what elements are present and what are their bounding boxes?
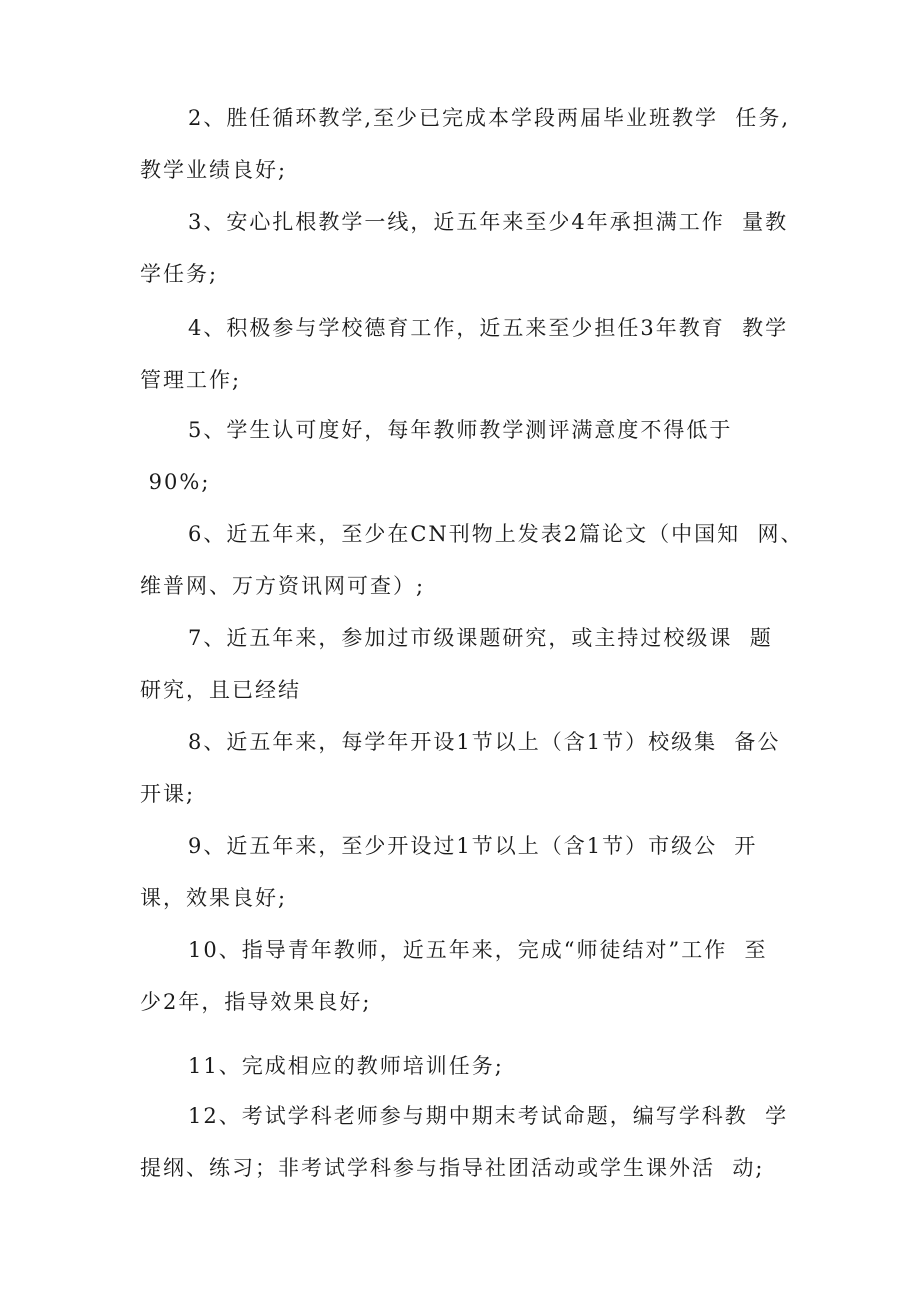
list-item [140, 508, 804, 612]
item-line: 90%; [140, 470, 211, 494]
item-line: 11、完成相应的教师培训任务; [188, 1054, 504, 1078]
item-line: 少2年，指导效果良好; [140, 990, 372, 1014]
list-item [140, 92, 790, 196]
item-line: 维普网、万方资讯网可查）; [140, 574, 426, 598]
item-line: 6、近五年来，至少在CN刊物上发表2篇论文（中国知 网、 [188, 522, 804, 546]
item-line: 课，效果良好; [140, 886, 288, 910]
item-line: 研究，且已经结 [140, 678, 301, 702]
item-line: 3、安心扎根教学一线，近五年来至少4年承担满工作 量教 [188, 210, 789, 234]
item-line: 7、近五年来，参加过市级课题研究，或主持过校级课 题 [188, 626, 773, 650]
list-item [140, 612, 790, 716]
item-line: 4、积极参与学校德育工作，近五来至少担任3年教育 教学 [188, 316, 789, 340]
item-line: 教学业绩良好; [140, 158, 288, 182]
item-line: 开课; [140, 782, 196, 806]
item-line: 学任务; [140, 262, 219, 286]
item-line: 9、近五年来，至少开设过1节以上（含1节）市级公 开 [188, 834, 758, 858]
list-item [140, 716, 790, 820]
list-item [140, 302, 790, 406]
list-item [140, 1040, 790, 1092]
item-line: 管理工作; [140, 368, 242, 392]
list-item [140, 404, 790, 508]
item-line: 8、近五年来，每学年开设1节以上（含1节）校级集 备公 [188, 730, 781, 754]
item-line: 10、指导青年教师，近五年来，完成“师徒结对”工作 至 [188, 938, 768, 962]
item-line: 2、胜任循环教学,至少已完成本学段两届毕业班教学 任务, [188, 106, 791, 130]
list-item [140, 196, 790, 300]
list-item [140, 820, 790, 924]
list-item [140, 1090, 790, 1194]
item-line: 提纲、练习；非考试学科参与指导社团活动或学生课外活 动; [140, 1156, 765, 1180]
list-item [140, 924, 790, 1028]
item-line: 12、考试学科老师参与期中期末考试命题，编写学科教 学 [188, 1104, 789, 1128]
item-line: 5、学生认可度好，每年教师教学测评满意度不得低于 [188, 418, 733, 442]
